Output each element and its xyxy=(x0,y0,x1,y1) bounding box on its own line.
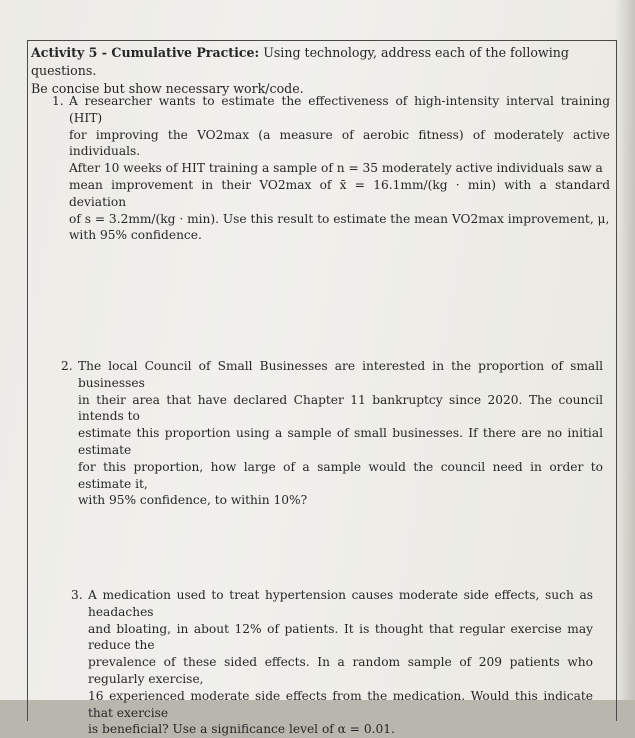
question-number: 1. xyxy=(52,94,64,108)
question-number: 3. xyxy=(71,588,83,602)
question-text-line: with 95% confidence. xyxy=(69,228,202,243)
question-text-line: in their area that have declared Chapter 11 bankruptcy since 2020. The council intends to xyxy=(78,392,603,424)
question-number: 2. xyxy=(61,359,73,373)
activity-title: Activity 5 - Cumulative Practice: xyxy=(31,45,260,60)
question-text-line: The local Council of Small Businesses are interested in the proportion of small businesses xyxy=(78,359,603,390)
question-text-line: A researcher wants to estimate the effectiveness of high-intensity interval training (HIT) xyxy=(69,94,610,125)
question-3 xyxy=(71,587,593,738)
question-text-line: for improving the VO2max (a measure of aerobic fitness) of moderately active individuals. xyxy=(69,127,610,159)
question-text-line: estimate this proportion using a sample of small businesses. If there are no initial estimate xyxy=(78,426,603,457)
question-text-line: 16 experienced moderate side effects from the medication. Would this indicate that exercise xyxy=(88,688,593,720)
question-text-line: and bloating, in about 12% of patients. It is thought that regular exercise may reduce the xyxy=(88,621,593,653)
page-edge-shadow xyxy=(615,0,635,700)
question-text-line: is beneficial? Use a significance level of α = 0.01. xyxy=(88,722,395,737)
question-text-line: prevalence of these sided effects. In a random sample of 209 patients who regularly exercise, xyxy=(88,655,593,686)
question-text-line: with 95% confidence, to within 10%? xyxy=(78,493,308,508)
question-1 xyxy=(52,93,610,244)
question-text-line: mean improvement in their VO2max of x̄ = 16.1mm/(kg · min) with a standard deviation xyxy=(69,177,610,209)
question-text-line: A medication used to treat hypertension causes moderate side effects, such as headaches xyxy=(88,588,593,619)
activity-instructions-2: Be concise but show necessary work/code. xyxy=(31,81,304,96)
activity-instructions-1: Using technology, address each of the following questions. xyxy=(31,45,569,78)
activity-header xyxy=(31,44,613,98)
question-text-line: for this proportion, how large of a sample would the council need in order to estimate it, xyxy=(78,459,603,491)
question-text-line: of s = 3.2mm/(kg · min). Use this result to estimate the mean VO2max improvement, μ, xyxy=(69,211,610,226)
question-2 xyxy=(61,358,603,509)
question-text-line: After 10 weeks of HIT training a sample of n = 35 moderately active individuals saw a xyxy=(69,161,603,176)
